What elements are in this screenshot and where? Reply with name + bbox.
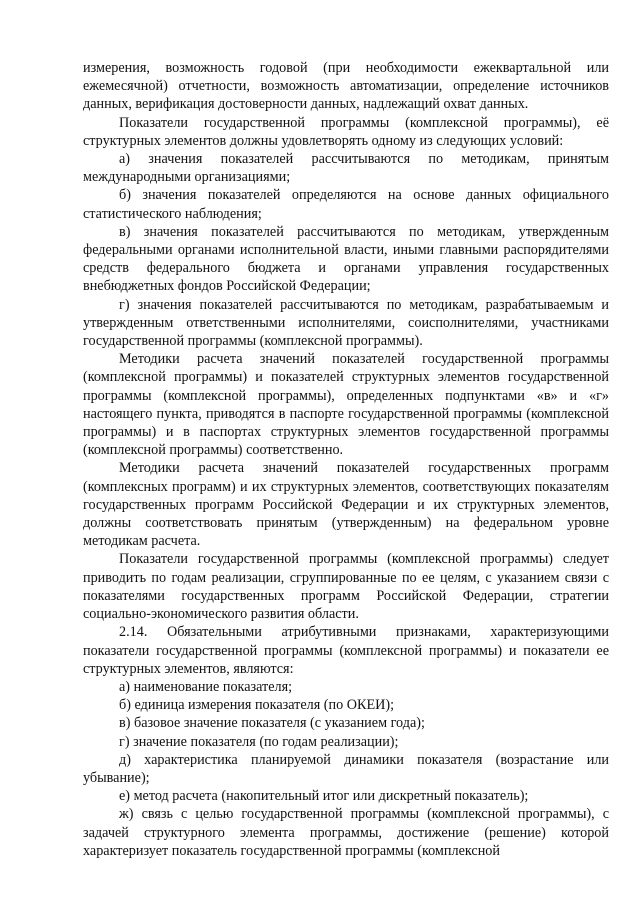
paragraph-section-2-14: 2.14. Обязательными атрибутивными признаками, характеризующими показатели государственной программы (комплексной программы) и показатели ее структурных элементов, являются: <box>83 624 609 677</box>
list-item-a: а) значения показателей рассчитываются по методикам, принятым международными организациями; <box>83 151 609 186</box>
paragraph-by-years: Показатели государственной программы (комплексной программы) следует приводить по годам реализации, сгруппированные по ее целям, с указанием связи с показателями государственных программ Российской Федерации, стратегии социально-экономического развития области. <box>83 551 609 623</box>
list-item-b: б) значения показателей определяются на основе данных официального статистического наблюдения; <box>83 187 609 222</box>
list-item-g: г) значения показателей рассчитываются по методикам, разрабатываемым и утвержденным ответственными исполнителями, соисполнителями, участниками государственной программы (комплексной программы). <box>83 296 609 350</box>
list-item-v: в) значения показателей рассчитываются по методикам, утвержденным федеральными органами исполнительной власти, иными главными распорядителями средств федерального бюджета и органами управления государственных внебюджетных фондов Российской Федерации; <box>83 223 609 295</box>
attribute-item-b: б) единица измерения показателя (по ОКЕИ); <box>119 697 395 714</box>
attribute-item-d: д) характеристика планируемой динамики показателя (возрастание или убывание); <box>83 751 609 786</box>
document-body <box>83 59 609 860</box>
attribute-item-v: в) базовое значение показателя (с указанием года); <box>119 715 425 732</box>
paragraph-methodology: Методики расчета значений показателей государственной программы (комплексной программы) и показателей структурных элементов государственной программы (комплексной программы), определенных подпунктами «в» и «г» настоящего пункта, приводятся в паспорте государственной программы (комплексной программы) и в паспортах структурных элементов государственной программы (комплексной программы) соответственно. <box>83 351 609 459</box>
paragraph-indicator-conditions: Показатели государственной программы (комплексной программы), её структурных элементов должны удовлетворять одному из следующих условий: <box>83 114 609 149</box>
paragraph-federal-methodology: Методики расчета значений показателей государственных программ (комплексных программ) и их структурных элементов, соответствующих показателям государственных программ Российской Федерации и их структурных элементов, должны соответствовать принятым (утвержденным) на федеральном уровне методикам расчета. <box>83 460 609 550</box>
attribute-item-e: е) метод расчета (накопительный итог или дискретный показатель); <box>119 788 529 805</box>
attribute-item-zh: ж) связь с целью государственной программы (комплексной программы), с задачей структурного элемента программы, достижение (решение) которой характеризует показатель государственной программы (комплексной <box>83 806 609 859</box>
paragraph-continuation: измерения, возможность годовой (при необходимости ежеквартальной или ежемесячной) отчетности, возможность автоматизации, определение источников данных, верификация достоверности данных, надлежащий охват данных. <box>83 60 609 113</box>
attribute-item-g: г) значение показателя (по годам реализации); <box>119 733 399 750</box>
attribute-item-a: а) наименование показателя; <box>119 678 293 695</box>
